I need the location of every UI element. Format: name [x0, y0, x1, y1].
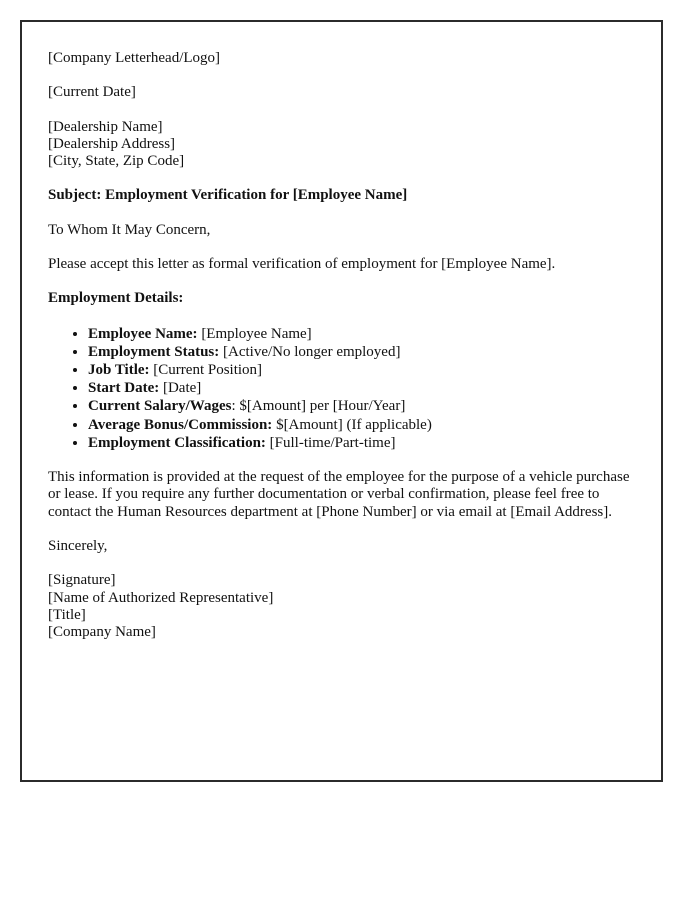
- body-paragraph: This information is provided at the request of the employee for the purpose of a vehicle purchase or lease. If you require any further documentation or verbal confirmation, please feel free to contact the Human Resources department at [Phone Number] or via email at [Email Address].: [48, 469, 630, 520]
- detail-item-current-salary: [88, 397, 635, 415]
- letterhead-placeholder: [Company Letterhead/Logo]: [48, 50, 221, 66]
- recipient-block: [48, 119, 635, 171]
- detail-item-employee-name: [88, 325, 635, 343]
- signature-block: [48, 572, 635, 641]
- detail-item-employment-status: [88, 343, 635, 361]
- closing-line: Sincerely,: [48, 537, 108, 554]
- detail-label: Average Bonus/Commission:: [88, 416, 273, 433]
- detail-label: Current Salary/Wages: [88, 398, 232, 415]
- representative-title-line: [Title]: [48, 606, 86, 623]
- company-name-line: [Company Name]: [48, 624, 156, 641]
- detail-value: [Full-time/Part-time]: [265, 434, 396, 451]
- intro-paragraph: Please accept this letter as formal verification of employment for [Employee Name].: [48, 256, 556, 273]
- date-line: [Current Date]: [48, 84, 136, 101]
- recipient-city-line: [City, State, Zip Code]: [48, 153, 185, 170]
- details-heading: Employment Details:: [48, 290, 184, 307]
- detail-value: [Date]: [159, 380, 202, 397]
- recipient-name-line: [Dealership Name]: [48, 118, 163, 135]
- recipient-address-line: [Dealership Address]: [48, 135, 176, 152]
- letter-page: [20, 20, 663, 782]
- detail-label: Start Date:: [88, 380, 160, 397]
- detail-value: : $[Amount] per [Hour/Year]: [231, 398, 406, 415]
- detail-value: $[Amount] (If applicable): [272, 416, 432, 433]
- detail-value: [Current Position]: [149, 362, 263, 379]
- detail-value: [Employee Name]: [197, 325, 312, 342]
- detail-item-average-bonus: [88, 416, 635, 434]
- employment-details-list: [48, 325, 635, 452]
- detail-item-employment-classification: [88, 434, 635, 452]
- detail-label: Employment Classification:: [88, 434, 266, 451]
- subject-line: Subject: Employment Verification for [Employee Name]: [48, 187, 408, 204]
- detail-label: Job Title:: [88, 362, 150, 379]
- detail-label: Employee Name:: [88, 325, 198, 342]
- detail-label: Employment Status:: [88, 343, 220, 360]
- representative-name-line: [Name of Authorized Representative]: [48, 589, 274, 606]
- detail-value: [Active/No longer employed]: [219, 343, 401, 360]
- detail-item-job-title: [88, 361, 635, 379]
- salutation-line: To Whom It May Concern,: [48, 221, 211, 238]
- detail-item-start-date: [88, 379, 635, 397]
- signature-placeholder-line: [Signature]: [48, 572, 116, 589]
